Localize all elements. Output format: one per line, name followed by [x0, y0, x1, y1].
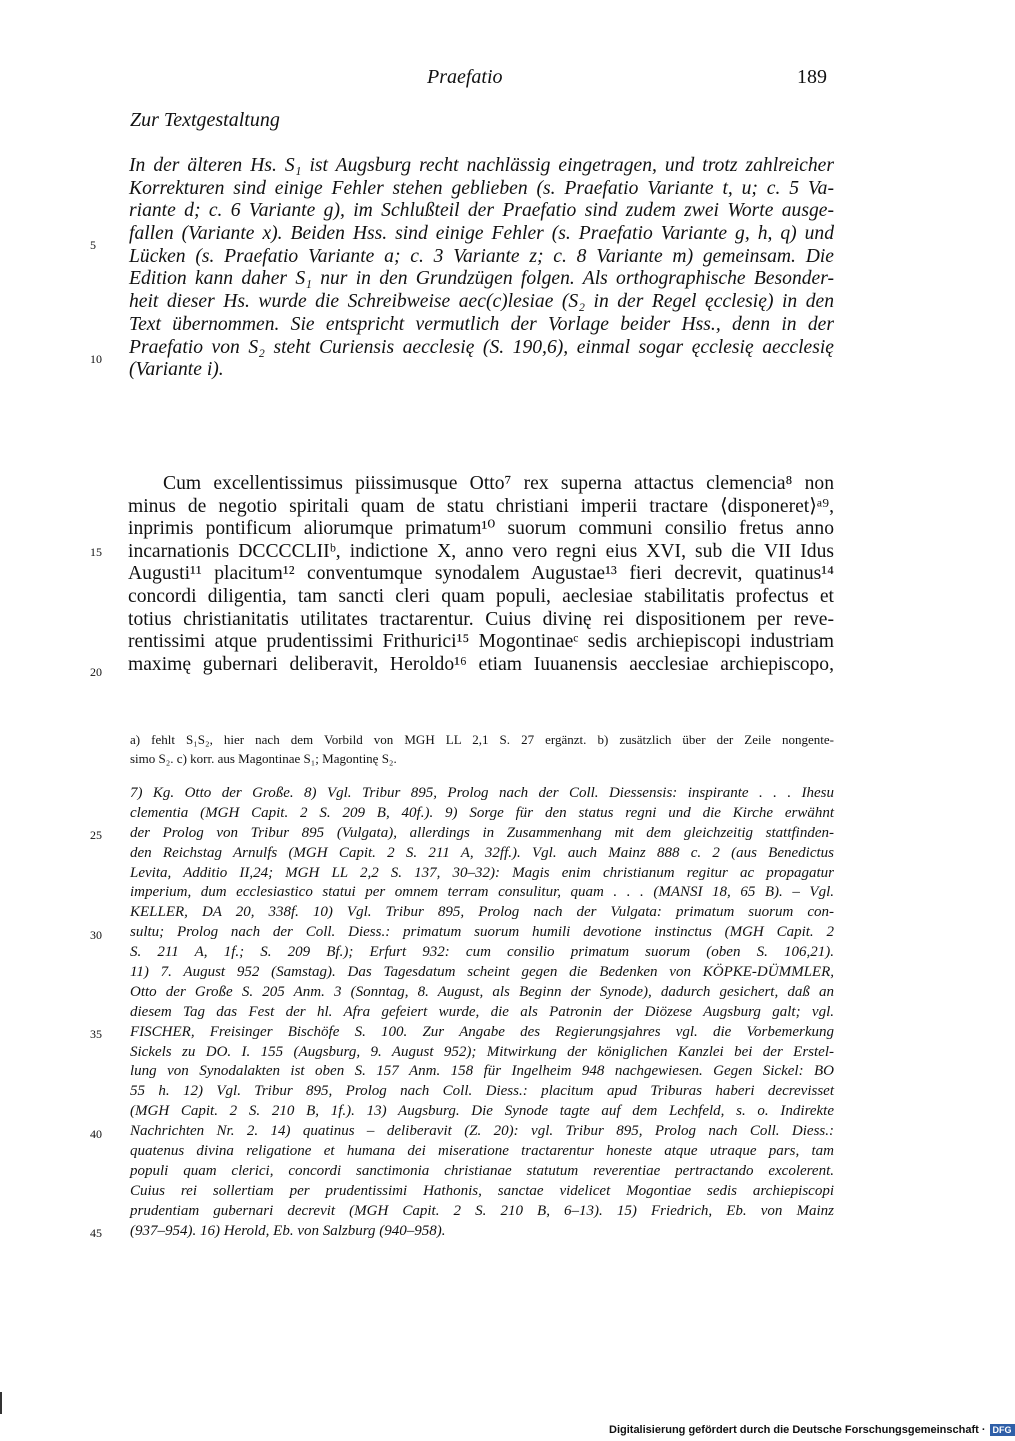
running-title: Praefatio: [427, 66, 503, 88]
note-line: clementia (MGH Capit. 2 S. 209 B, 40f.). 9) Sorge für den status regni und die Kirche erwähnt: [130, 804, 834, 821]
main-text: [128, 473, 834, 676]
apparatus-line: simo S₂. c) korr. aus Magontinae S₁; Magontinę S₂.: [130, 751, 397, 766]
note-line: S. 211 A, 1f.; S. 209 Bf.); Erfurt 932: cum consilio primatum suorum (oben S. 106,21).: [130, 944, 834, 961]
line-number: 25: [90, 828, 102, 842]
dfg-logo: DFG: [990, 1424, 1015, 1436]
note-line: Levita, Additio II,24; MGH LL 2,2 S. 137, 30–32): Magis enim christianum regitur ac propagatur: [130, 864, 834, 881]
note-line: FISCHER, Freisinger Bischöfe S. 100. Zur Angabe des Regierungsjahres vgl. die Vorbemerkung: [130, 1023, 834, 1040]
note-line: diesem Tag das Fest der hl. Afra gefeiert wurde, die als Patronin der Diözese Augsburg galt; vgl.: [130, 1003, 834, 1020]
line-number: 15: [90, 545, 102, 559]
intro-line: riante d; c. 6 Variante g), im Schlußteil der Praefatio sind zudem zwei Worte ausge-: [129, 200, 834, 222]
main-line: incarnationis DCCCCLIIᵇ, indictione X, anno vero regni eius XVI, sub die VII Idus: [128, 540, 834, 562]
intro-line: Text übernommen. Sie entspricht vermutlich der Vorlage beider Hss., denn in der: [129, 313, 834, 335]
note-line: (937–954). 16) Herold, Eb. von Salzburg (940–958).: [130, 1222, 446, 1239]
scan-edge-mark: [0, 1392, 2, 1414]
note-line: Sickels zu DO. I. 155 (Augsburg, 9. August 952); Mitwirkung der königlichen Kanzlei bei der Erstel-: [130, 1043, 834, 1060]
intro-line: fallen (Variante x). Beiden Hss. sind einige Fehler (s. Praefatio Variante g, h, q) und: [129, 223, 834, 245]
main-line: Augusti¹¹ placitum¹² conventumque synodalem Augustae¹³ fieri decrevit, quatinus¹⁴: [128, 563, 834, 585]
note-line: lung von Synodalakten ist oben S. 157 Anm. 158 für Ingelheim 948 nachgewiesen. Gegen Sickel: BO: [130, 1063, 834, 1080]
intro-line: In der älteren Hs. S₁ ist Augsburg recht nachlässig eingetragen, und trotz zahlreicher: [129, 155, 834, 176]
note-line: (MGH Capit. 2 S. 210 B, 1f.). 13) Augsburg. Die Synode tagte auf dem Lechfeld, s. o. Indirekte: [130, 1103, 834, 1120]
note-line: der Prolog von Tribur 895 (Vulgata), allerdings in Zusammenhang mit dem gleichzeitig stattfinden-: [130, 824, 834, 841]
note-line: 11) 7. August 952 (Samstag). Das Tagesdatum scheint gegen die Bedenken von KÖPKE-DÜMMLER,: [130, 964, 834, 981]
intro-line: Lücken (s. Praefatio Variante a; c. 3 Variante z; c. 8 Variante m) gemeinsam. Die: [129, 245, 834, 267]
intro-line: heit dieser Hs. wurde die Schreibweise aec(c)lesiae (S₂ in der Regel ęcclesię) in den: [129, 291, 834, 313]
note-line: Otto der Große S. 205 Anm. 3 (Sonntag, 8. August, als Beginn der Synode), dadurch gesichert, daß an: [130, 983, 834, 1000]
note-line: prudentiam gubernari decrevit (MGH Capit. 2 S. 210 B, 6–13). 15) Friedrich, Eb. von Mainz: [130, 1202, 834, 1219]
line-number: 30: [90, 928, 102, 942]
line-number: 5: [90, 238, 96, 252]
credit-text: Digitalisierung gefördert durch die Deutsche Forschungsgemeinschaft ·: [609, 1424, 986, 1436]
line-number: 35: [90, 1027, 102, 1041]
note-line: populi quam clerici, concordi sanctimonia christianae statutum reverentiae pertractando excolerent.: [130, 1162, 834, 1179]
page-number: 189: [797, 66, 827, 88]
note-line: KELLER, DA 20, 338f. 10) Vgl. Tribur 895, Prolog nach der Vulgata: primatum suorum con-: [130, 904, 834, 921]
note-line: sultu; Prolog nach der Coll. Diess.: primatum suorum humili devotione instinctus (MGH Capit. 2: [130, 924, 834, 941]
footnotes: [130, 784, 834, 1241]
note-line: 55 h. 12) Vgl. Tribur 895, Prolog nach Coll. Diess.: placitum apud Triburas haberi decrevisset: [130, 1083, 834, 1100]
main-line: maximę gubernari deliberavit, Heroldo¹⁶ etiam Iuuanensis aecclesiae archiepiscopo,: [128, 653, 834, 675]
note-line: quatenus divina religatione et humana dei miseratione tractarentur honeste atque utraque pars, tam: [130, 1143, 834, 1160]
line-number: 20: [90, 665, 102, 679]
section-title: Zur Textgestaltung: [130, 109, 280, 131]
digitization-credit: [609, 1424, 1015, 1436]
main-line: minus de negotio spiritali quam de statu christiani imperii tractare ⟨disponeret⟩ᵃ⁹,: [128, 495, 834, 517]
line-number: 10: [90, 352, 102, 366]
main-line: totius christianitatis utilitates tractarentur. Cuius divinę rei dispositionem per reve-: [128, 608, 834, 630]
intro-line: Korrekturen sind einige Fehler stehen geblieben (s. Praefatio Variante t, u; c. 5 Va-: [129, 177, 834, 199]
note-line: 7) Kg. Otto der Große. 8) Vgl. Tribur 895, Prolog nach der Coll. Diessensis: inspirante . . . Ihesu: [130, 785, 834, 801]
note-line: Cuius rei sollertiam per prudentissimi Hathonis, sanctae videlicet Mogontiae sedis archiepiscopi: [130, 1182, 834, 1199]
intro-line: Praefatio von S₂ steht Curiensis aecclesię (S. 190,6), einmal sogar ęcclesię aecclesię: [129, 336, 834, 358]
line-number: 40: [90, 1127, 102, 1141]
intro-paragraph: [129, 155, 834, 382]
main-line: rentissimi atque prudentissimi Frithurici¹⁵ Mogontinaeᶜ sedis archiepiscopi industriam: [128, 631, 834, 653]
intro-line: Edition kann daher S₁ nur in den Grundzügen folgen. Als orthographische Besonder-: [129, 268, 834, 290]
main-line: Cum excellentissimus piissimusque Otto⁷ rex superna attactus clemencia⁸ non: [163, 473, 834, 494]
line-number: 45: [90, 1226, 102, 1240]
note-line: Nachrichten Nr. 2. 14) quatinus – deliberavit (Z. 20): vgl. Tribur 895, Prolog nach Coll. Diess.:: [130, 1123, 834, 1140]
critical-apparatus: [130, 730, 834, 768]
main-line: inprimis pontificum aliorumque primatum¹⁰ suorum communi consilio fretus anno: [128, 518, 834, 540]
note-line: imperium, dum ecclesiastico statui per omnem terram consulitur, quam . . . (MANSI 18, 65 B). – Vgl.: [130, 884, 834, 901]
note-line: den Reichstag Arnulfs (MGH Capit. 2 S. 211 A, 32ff.). Vgl. auch Mainz 888 c. 2 (aus Benedictus: [130, 844, 834, 861]
main-line: concordi diligentia, tam sancti cleri quam populi, aeclesiae stabilitatis profectus et: [128, 585, 834, 607]
intro-line: (Variante i).: [129, 359, 224, 381]
apparatus-line: a) fehlt S₁S₂, hier nach dem Vorbild von MGH LL 2,1 S. 27 ergänzt. b) zusätzlich über der Zeile nongente-: [130, 732, 834, 747]
